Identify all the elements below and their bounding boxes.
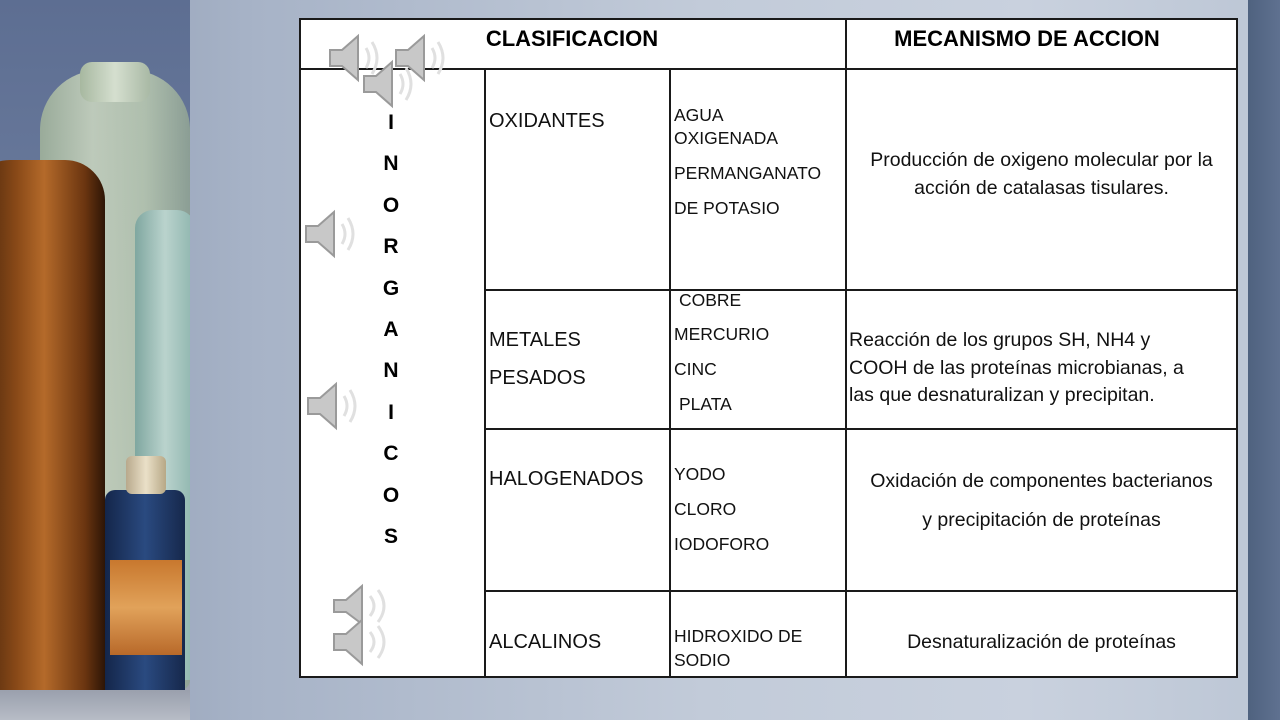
example-iodoforo: IODOFORO (674, 534, 770, 554)
example-de-potasio: DE POTASIO (674, 198, 780, 218)
example-plata: PLATA (679, 394, 732, 414)
class-oxidantes: OXIDANTES (489, 110, 605, 132)
speaker-icon[interactable] (330, 580, 410, 670)
speaker-icon[interactable] (302, 206, 366, 262)
example-mercurio: MERCURIO (674, 324, 770, 344)
mechanism-alcalinos (849, 627, 1234, 657)
green-bottle-neck (80, 62, 150, 102)
speaker-icon[interactable] (360, 56, 424, 112)
table-surface (0, 690, 190, 720)
example-permanganato: PERMANGANATO (674, 163, 822, 183)
group-letter: I (388, 111, 394, 134)
blue-bottle-cap (126, 456, 166, 494)
speaker-icon[interactable] (304, 378, 368, 434)
mechanism-line: COOH de las proteínas microbianas, a (849, 356, 1184, 379)
group-letter: C (383, 442, 399, 466)
class-halogenados: HALOGENADOS (489, 468, 644, 490)
example-agua: AGUA (674, 105, 724, 125)
mechanism-oxidantes (849, 146, 1234, 202)
class-alcalinos: ALCALINOS (489, 631, 602, 653)
mechanism-metales (849, 327, 1234, 410)
example-hidroxido: HIDROXIDO DE (674, 626, 803, 646)
example-cobre: COBRE (679, 290, 742, 310)
mechanism-line: Oxidación de componentes bacterianos (870, 470, 1213, 492)
group-letter: A (383, 317, 399, 341)
example-cloro: CLORO (674, 499, 737, 519)
mechanism-line: acción de catalasas tisulares. (914, 177, 1169, 199)
mechanism-line: Desnaturalización de proteínas (907, 631, 1176, 653)
group-letter: O (382, 483, 400, 507)
example-sodio: SODIO (674, 650, 731, 670)
mechanism-line: las que desnaturalizan y precipitan. (849, 384, 1155, 406)
blue-bottle-label (110, 560, 182, 655)
mechanism-line: Producción de oxigeno molecular por la (870, 149, 1213, 171)
example-cinc: CINC (674, 359, 717, 379)
mechanism-line: Reacción de los grupos SH, NH4 y (849, 329, 1151, 351)
group-letter: S (383, 524, 398, 548)
bottles-photo (0, 0, 190, 720)
header-classification: CLASIFICACION (485, 26, 659, 51)
group-label-inorganicos (381, 102, 401, 557)
mechanism-line: y precipitación de proteínas (922, 509, 1161, 531)
classification-table (299, 18, 1238, 678)
group-letter: N (383, 359, 399, 383)
slide-edge-bar (1248, 0, 1280, 720)
group-letter: I (388, 400, 394, 424)
class-pesados: PESADOS (489, 367, 586, 389)
header-mechanism: MECANISMO DE ACCION (894, 26, 1160, 51)
mechanism-halogenados (849, 462, 1234, 540)
group-letter: R (383, 235, 399, 259)
group-letter: O (382, 193, 400, 217)
example-oxigenada: OXIGENADA (674, 128, 779, 148)
example-yodo: YODO (674, 464, 726, 484)
group-letter: N (383, 152, 399, 176)
group-letter: G (382, 276, 400, 300)
class-metales: METALES (489, 329, 581, 351)
amber-bottle (0, 160, 105, 705)
